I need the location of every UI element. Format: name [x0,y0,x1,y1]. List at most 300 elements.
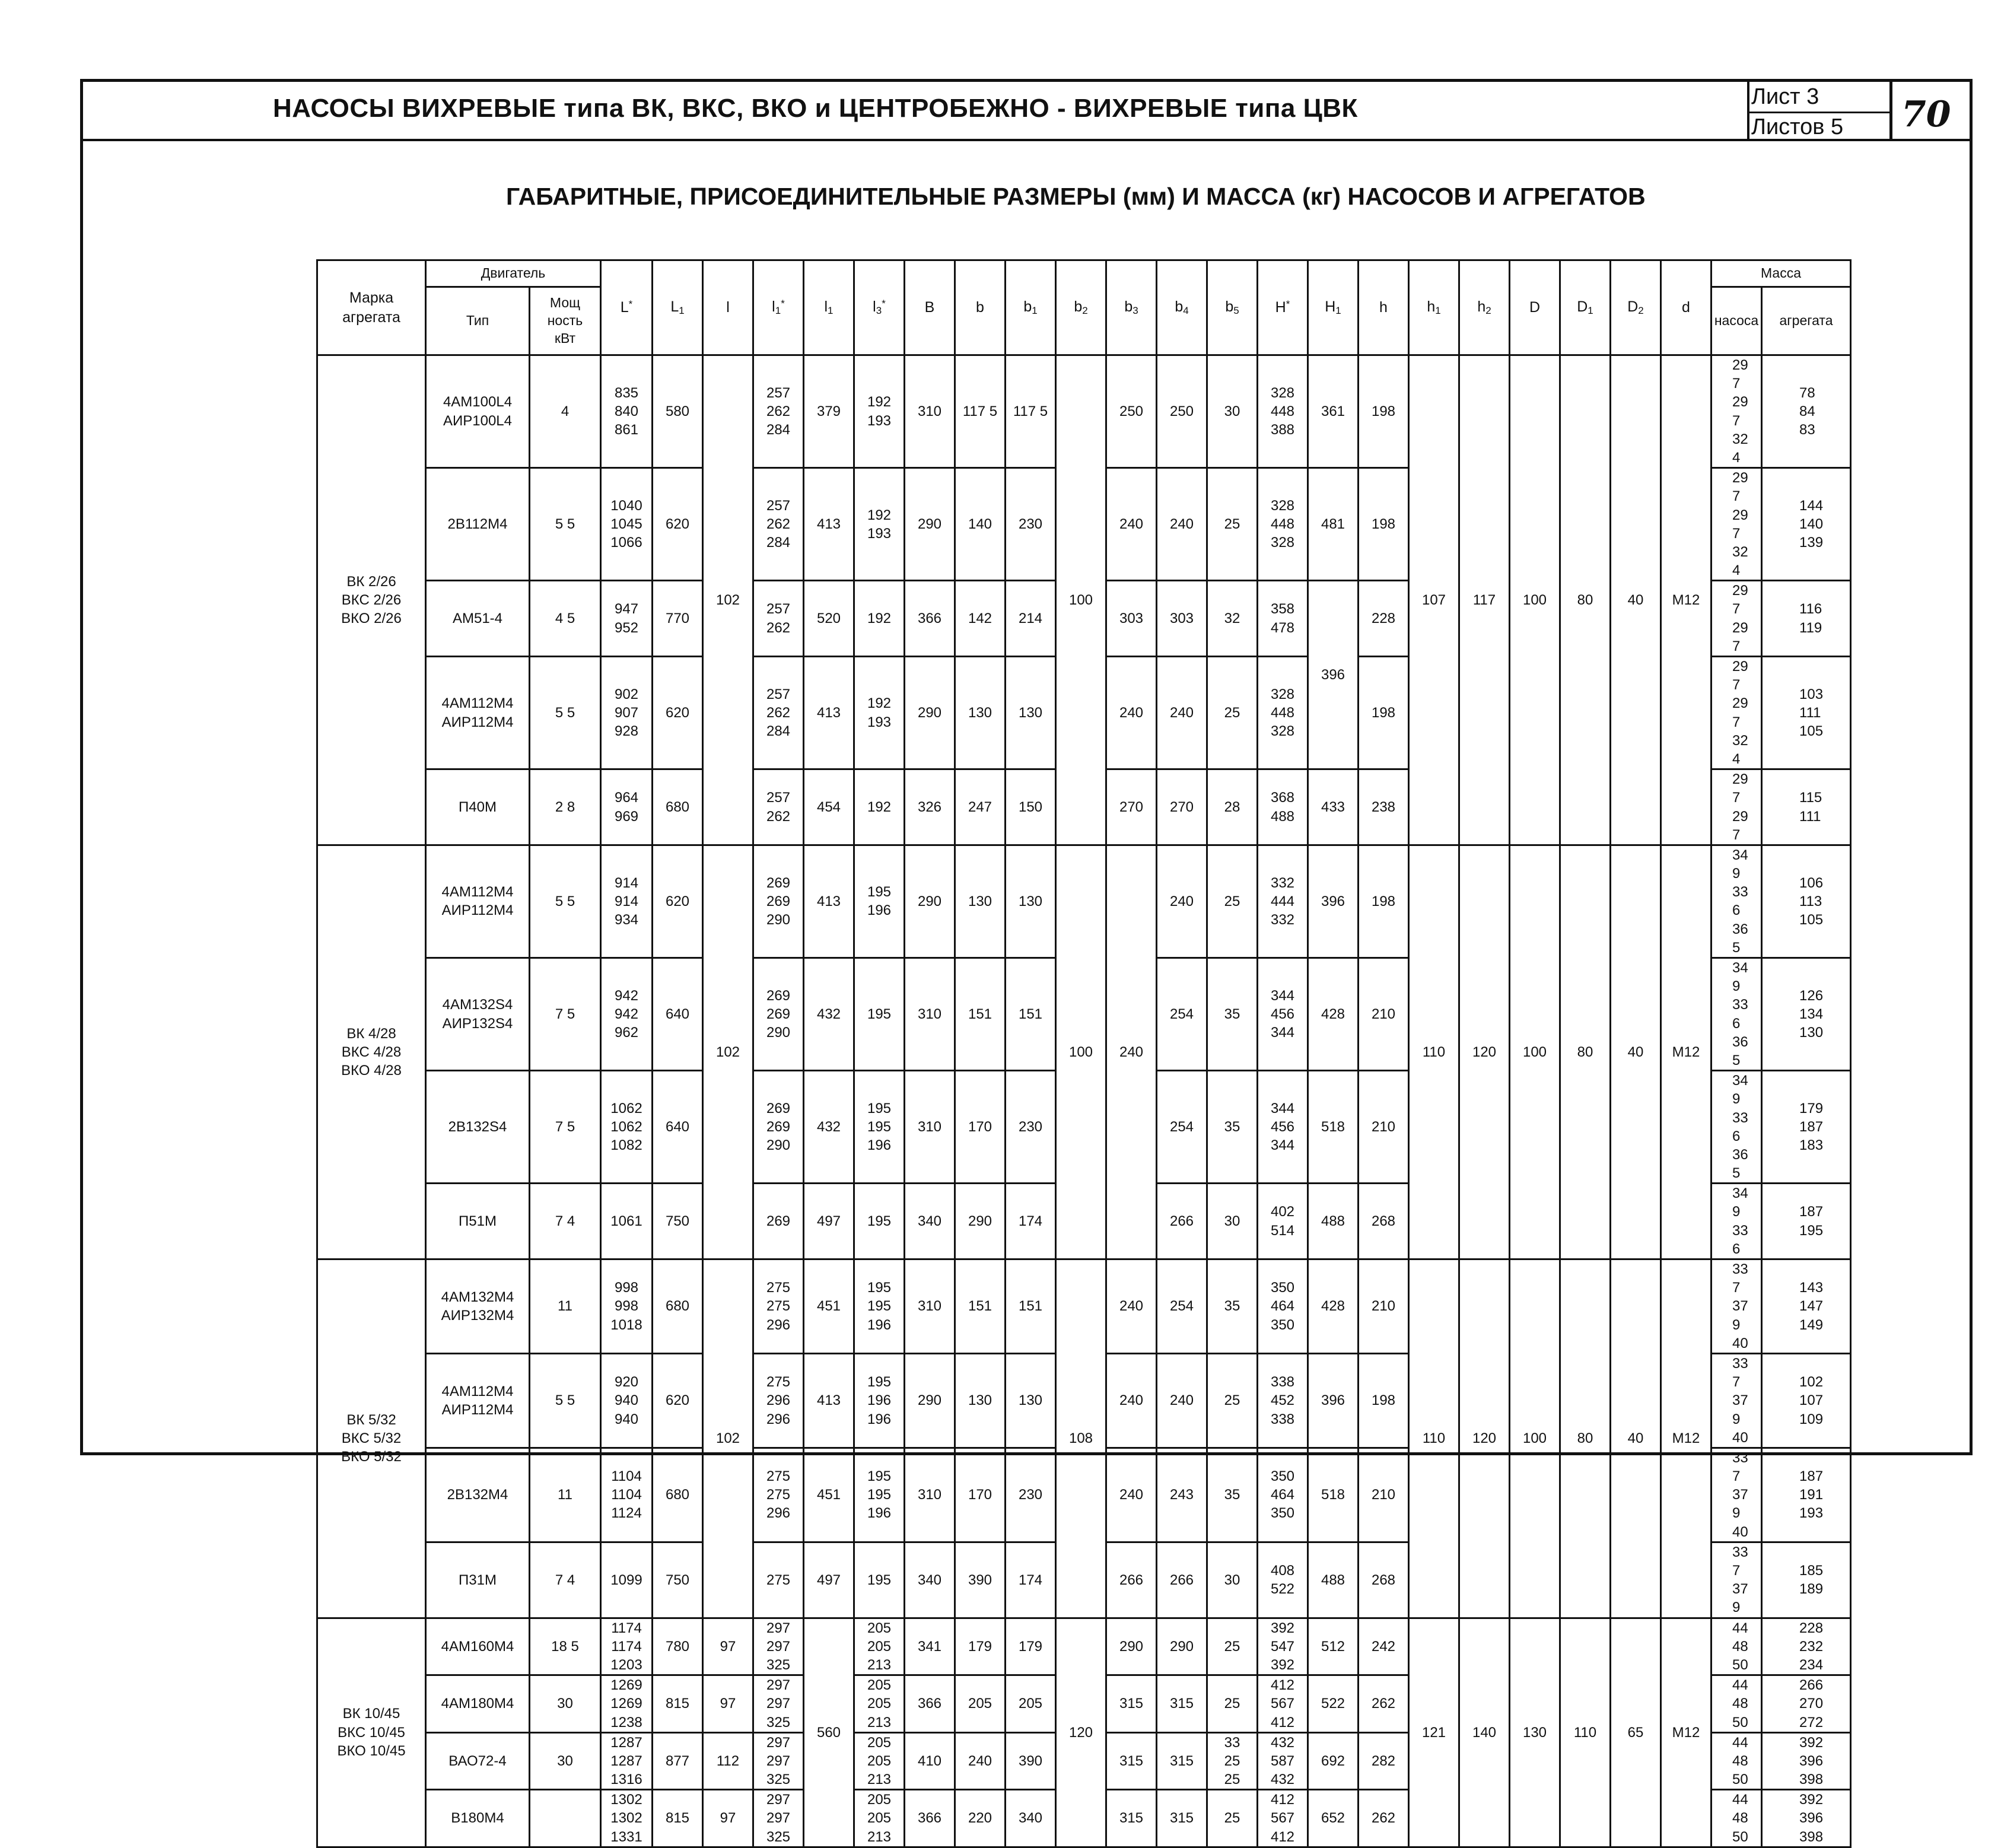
b5-cell: 25 [1207,1353,1258,1448]
l1-cell: 379 [804,355,854,468]
L-cell: 1062 1062 1082 [601,1071,653,1184]
massa-nasosa-cell: 34 9 33 6 36 5 [1711,1071,1762,1184]
L1-cell: 750 [653,1184,703,1259]
H-cell: 328 448 388 [1258,355,1308,468]
b-cell: 240 [955,1732,1006,1790]
h1-cell: 110 [1409,845,1459,1259]
b1-cell: 130 [1006,845,1056,958]
L-cell: 942 942 962 [601,958,653,1071]
H-cell: 344 456 344 [1258,1071,1308,1184]
b-cell: 290 [955,1184,1006,1259]
b1-cell: 150 [1006,769,1056,845]
B-cell: 340 [905,1184,955,1259]
b3-cell: 240 [1106,468,1157,581]
l3s-cell: 192 [854,769,905,845]
tip-cell: 2В132М4 [426,1448,530,1542]
D1-cell: 80 [1560,1259,1611,1618]
L-cell: 1269 1269 1238 [601,1675,653,1733]
H-cell: 358 478 [1258,581,1308,657]
l3s-cell: 192 193 [854,355,905,468]
massa-agregata-cell: 78 84 83 [1762,355,1851,468]
l1s-cell: 297 297 325 [753,1618,804,1675]
L-cell: 1287 1287 1316 [601,1732,653,1790]
col-b1 [1006,260,1056,355]
D-cell: 100 [1510,845,1560,1259]
l3s-cell: 192 [854,581,905,657]
b1-cell: 179 [1006,1618,1056,1675]
l3s-cell: 205 205 213 [854,1790,905,1847]
b4-cell: 266 [1157,1542,1207,1618]
L-cell: 998 998 1018 [601,1259,653,1354]
col-b3 [1106,260,1157,355]
L1-cell: 750 [653,1542,703,1618]
L-cell: 902 907 928 [601,657,653,769]
b-cell: 247 [955,769,1006,845]
power-cell [530,1790,601,1847]
col-b2 [1056,260,1106,355]
col-H1-label: H [1325,298,1336,316]
B-cell: 310 [905,1071,955,1184]
L1-cell: 877 [653,1732,703,1790]
l3s-cell: 192 193 [854,657,905,769]
H-cell: 412 567 412 [1258,1675,1308,1733]
tip-cell: П31М [426,1542,530,1618]
b2-cell: 100 [1056,355,1106,845]
L-cell: 914 914 934 [601,845,653,958]
b1-cell: 151 [1006,1259,1056,1354]
l1s-cell: 275 296 296 [753,1353,804,1448]
d-cell: M12 [1661,1618,1711,1847]
H1-cell: 361 [1308,355,1359,468]
H1-cell: 652 [1308,1790,1359,1847]
power-cell: 7 4 [530,1184,601,1259]
col-b4-sub: 4 [1183,305,1189,317]
h-cell: 210 [1359,958,1409,1071]
b3-cell: 240 [1106,1448,1157,1542]
col-massa-nasosa: насоса [1711,287,1762,355]
tip-cell: 4АМ112М4 АИР112М4 [426,1353,530,1448]
b1-cell: 174 [1006,1184,1056,1259]
b3-cell: 240 [1106,1259,1157,1354]
power-cell: 5 5 [530,657,601,769]
b5-cell: 25 [1207,1790,1258,1847]
b4-cell: 315 [1157,1675,1207,1733]
H1-cell: 518 [1308,1071,1359,1184]
L-cell: 1174 1174 1203 [601,1618,653,1675]
H1-cell: 692 [1308,1732,1359,1790]
b1-cell: 130 [1006,657,1056,769]
power-cell: 11 [530,1259,601,1354]
B-cell: 366 [905,1790,955,1847]
H1-cell: 396 [1308,845,1359,958]
H-cell: 408 522 [1258,1542,1308,1618]
l3s-cell: 195 [854,1184,905,1259]
h-cell: 242 [1359,1618,1409,1675]
table-row [317,1618,1953,1675]
h-cell: 198 [1359,845,1409,958]
l3s-cell: 192 193 [854,468,905,581]
D1-cell: 110 [1560,1618,1611,1847]
l1-cell: 497 [804,1184,854,1259]
H-cell: 338 452 338 [1258,1353,1308,1448]
H-cell: 350 464 350 [1258,1448,1308,1542]
col-l3-star [854,260,905,355]
b5-cell: 25 [1207,1675,1258,1733]
H1-cell: 428 [1308,958,1359,1071]
col-b5-label: b [1225,298,1234,316]
h2-cell: 120 [1459,1259,1510,1618]
H-cell: 402 514 [1258,1184,1308,1259]
l3s-cell: 195 195 196 [854,1259,905,1354]
massa-agregata-cell: 392 396 398 [1762,1732,1851,1790]
marka-cell: ВК 2/26 ВКС 2/26 ВКО 2/26 [317,355,426,845]
col-H [1258,260,1308,355]
l1-cell: 497 [804,1542,854,1618]
l1s-cell: 269 269 290 [753,958,804,1071]
l1-cell: 520 [804,581,854,657]
l-cell: 102 [703,1259,753,1618]
l1s-cell: 257 262 [753,581,804,657]
massa-nasosa-cell: 33 7 37 9 40 [1711,1448,1762,1542]
tip-cell: ВАО72-4 [426,1732,530,1790]
l3s-cell: 195 [854,1542,905,1618]
b2-cell: 120 [1056,1618,1106,1847]
l1-cell: 432 [804,1071,854,1184]
massa-nasosa-cell: 33 7 37 9 [1711,1542,1762,1618]
massa-nasosa-cell: 29 7 29 7 [1711,769,1762,845]
h1-cell: 121 [1409,1618,1459,1847]
H-cell: 392 547 392 [1258,1618,1308,1675]
l1s-cell: 257 262 [753,769,804,845]
col-D1-sub: 1 [1588,305,1593,317]
B-cell: 366 [905,581,955,657]
b-cell: 117 5 [955,355,1006,468]
b4-cell: 240 [1157,1353,1207,1448]
D1-cell: 80 [1560,845,1611,1259]
b3-cell: 303 [1106,581,1157,657]
B-cell: 326 [905,769,955,845]
page-title: НАСОСЫ ВИХРЕВЫЕ типа ВК, ВКС, ВКО и ЦЕНТРОБЕЖНО - ВИХРЕВЫЕ типа ЦВК [273,94,1358,123]
table-subtitle: ГАБАРИТНЫЕ, ПРИСОЕДИНИТЕЛЬНЫЕ РАЗМЕРЫ (мм) И МАССА (кг) НАСОСОВ И АГРЕГАТОВ [506,183,1646,210]
massa-nasosa-cell: 29 7 29 7 32 4 [1711,355,1762,468]
col-marka: Марка агрегата [317,260,426,355]
tip-cell: АМ51-4 [426,581,530,657]
l1s-cell: 269 269 290 [753,1071,804,1184]
col-l1-sub: 1 [828,305,834,317]
massa-agregata-cell: 179 187 183 [1762,1071,1851,1184]
l-cell: 97 [703,1675,753,1733]
col-b5-sub: 5 [1233,305,1239,317]
dimensions-table [316,259,1954,1848]
l-cell: 112 [703,1732,753,1790]
massa-agregata-cell: 103 111 105 [1762,657,1851,769]
L1-cell: 580 [653,355,703,468]
b1-cell: 340 [1006,1790,1056,1847]
H-cell: 368 488 [1258,769,1308,845]
col-D: D [1510,260,1560,355]
b1-cell: 390 [1006,1732,1056,1790]
L1-cell: 680 [653,1448,703,1542]
tip-cell: 4АМ112М4 АИР112М4 [426,845,530,958]
h-cell: 262 [1359,1675,1409,1733]
col-l1 [804,260,854,355]
col-l1-star-sub: 1 [775,305,781,317]
b-cell: 151 [955,1259,1006,1354]
b-cell: 142 [955,581,1006,657]
l3s-cell: 195 196 196 [854,1353,905,1448]
l1-cell: 413 [804,1353,854,1448]
b1-cell: 230 [1006,1448,1056,1542]
L-cell: 835 840 861 [601,355,653,468]
b-cell: 140 [955,468,1006,581]
l1-cell: 451 [804,1448,854,1542]
b4-cell: 303 [1157,581,1207,657]
H-cell: 328 448 328 [1258,657,1308,769]
B-cell: 290 [905,657,955,769]
b1-cell: 214 [1006,581,1056,657]
l1-cell: 413 [804,468,854,581]
b3-cell: 240 [1106,657,1157,769]
L1-cell: 815 [653,1790,703,1847]
D-cell: 130 [1510,1618,1560,1847]
col-h2-sub: 2 [1485,305,1491,317]
L1-cell: 620 [653,1353,703,1448]
h-cell: 228 [1359,581,1409,657]
L1-cell: 680 [653,769,703,845]
B-cell: 290 [905,1353,955,1448]
massa-nasosa-cell: 34 9 33 6 36 5 [1711,958,1762,1071]
H1-cell: 488 [1308,1184,1359,1259]
b-cell: 220 [955,1790,1006,1847]
D2-cell: 65 [1611,1618,1661,1847]
B-cell: 310 [905,355,955,468]
col-h2-label: h [1477,298,1486,316]
col-b: b [955,260,1006,355]
col-b2-sub: 2 [1082,305,1088,317]
b1-cell: 205 [1006,1675,1056,1733]
b4-cell: 240 [1157,845,1207,958]
power-cell: 30 [530,1675,601,1733]
b4-cell: 315 [1157,1732,1207,1790]
col-b2-label: b [1074,298,1083,316]
tip-cell: 4АМ180М4 [426,1675,530,1733]
l3s-cell: 205 205 213 [854,1618,905,1675]
l1-cell: 451 [804,1259,854,1354]
l-cell: 102 [703,845,753,1259]
massa-nasosa-cell: 33 7 37 9 40 [1711,1353,1762,1448]
power-cell: 11 [530,1448,601,1542]
H-cell: 328 448 328 [1258,468,1308,581]
marka-cell: ВК 4/28 ВКС 4/28 ВКО 4/28 [317,845,426,1259]
sheet-label: Лист 3 [1751,84,1819,109]
h2-cell: 120 [1459,845,1510,1259]
b4-cell: 254 [1157,1071,1207,1184]
b5-cell: 35 [1207,1071,1258,1184]
l-cell: 102 [703,355,753,845]
col-b1-label: b [1023,298,1032,316]
H1-cell: 433 [1308,769,1359,845]
power-cell: 5 5 [530,468,601,581]
col-l3-star-star: * [882,298,886,310]
tip-cell: 4АМ132М4 АИР132М4 [426,1259,530,1354]
massa-agregata-cell: 102 107 109 [1762,1353,1851,1448]
b5-cell: 25 [1207,657,1258,769]
b4-cell: 315 [1157,1790,1207,1847]
l3s-cell: 195 196 [854,845,905,958]
b1-cell: 130 [1006,1353,1056,1448]
h-cell: 238 [1359,769,1409,845]
col-D2-sub: 2 [1638,305,1644,317]
B-cell: 310 [905,1259,955,1354]
col-L1-label: L [670,298,679,316]
b4-cell: 240 [1157,468,1207,581]
l1s-cell: 297 297 325 [753,1790,804,1847]
table-row [317,355,1953,468]
col-h1-label: h [1427,298,1436,316]
D-cell: 100 [1510,355,1560,845]
massa-agregata-cell: 392 396 398 [1762,1790,1851,1847]
l-cell: 97 [703,1790,753,1847]
l1s-cell: 297 297 325 [753,1732,804,1790]
b1-cell: 174 [1006,1542,1056,1618]
B-cell: 340 [905,1542,955,1618]
h-cell: 198 [1359,468,1409,581]
col-l3-star-label: l [873,298,876,316]
table-row [317,845,1953,958]
massa-agregata-cell: 228 232 234 [1762,1618,1851,1675]
b5-cell: 35 [1207,1448,1258,1542]
power-cell: 18 5 [530,1618,601,1675]
l1s-cell: 275 275 296 [753,1448,804,1542]
l1s-cell: 297 297 325 [753,1675,804,1733]
col-l1-star-label: l [772,298,775,316]
sheets-label: Листов 5 [1751,114,1844,139]
col-h1-sub: 1 [1435,305,1441,317]
b-cell: 130 [955,1353,1006,1448]
b5-cell: 28 [1207,769,1258,845]
L1-cell: 640 [653,1071,703,1184]
tip-cell: 4АМ100L4 АИР100L4 [426,355,530,468]
l3s-cell: 195 195 196 [854,1071,905,1184]
h1-cell: 110 [1409,1259,1459,1618]
B-cell: 310 [905,958,955,1071]
h-cell: 210 [1359,1259,1409,1354]
d-cell: M12 [1661,1259,1711,1618]
massa-agregata-cell: 106 113 105 [1762,845,1851,958]
l3s-cell: 195 195 196 [854,1448,905,1542]
col-massa-agregata: агрегата [1762,287,1851,355]
l1s-cell: 257 262 284 [753,355,804,468]
col-b1-sub: 1 [1032,305,1038,317]
L-cell: 964 969 [601,769,653,845]
b3-cell: 266 [1106,1542,1157,1618]
h-cell: 210 [1359,1448,1409,1542]
H1-cell: 396 [1308,581,1359,769]
H-cell: 344 456 344 [1258,958,1308,1071]
h-cell: 198 [1359,1353,1409,1448]
b4-cell: 290 [1157,1618,1207,1675]
b3-cell: 290 [1106,1618,1157,1675]
l1-cell: 432 [804,958,854,1071]
h-cell: 268 [1359,1542,1409,1618]
massa-nasosa-cell: 44 48 50 [1711,1790,1762,1847]
b1-cell: 230 [1006,1071,1056,1184]
l1-cell: 413 [804,657,854,769]
col-D1-label: D [1577,298,1588,316]
b5-cell: 25 [1207,468,1258,581]
b-cell: 151 [955,958,1006,1071]
L-cell: 1104 1104 1124 [601,1448,653,1542]
col-l1-label: l [824,298,828,316]
H-cell: 412 567 412 [1258,1790,1308,1847]
h2-cell: 117 [1459,355,1510,845]
tip-cell: 2В112М4 [426,468,530,581]
col-H-label: H [1275,299,1286,316]
b3-cell: 240 [1106,845,1157,1259]
dimensions-table-wrap [316,259,1934,1845]
b5-cell: 35 [1207,958,1258,1071]
tip-cell: П51М [426,1184,530,1259]
tip-cell: В180М4 [426,1790,530,1847]
b3-cell: 315 [1106,1732,1157,1790]
massa-agregata-cell: 266 270 272 [1762,1675,1851,1733]
col-H1 [1308,260,1359,355]
d-cell: M12 [1661,845,1711,1259]
col-d: d [1661,260,1711,355]
col-tip: Тип [426,287,530,355]
col-B: B [905,260,955,355]
b-cell: 130 [955,657,1006,769]
l3s-cell: 205 205 213 [854,1675,905,1733]
col-H-star: * [1286,298,1290,310]
b2-cell: 108 [1056,1259,1106,1618]
b5-cell: 30 [1207,1542,1258,1618]
L-cell: 947 952 [601,581,653,657]
col-h2 [1459,260,1510,355]
massa-nasosa-cell: 34 9 33 6 36 5 [1711,845,1762,958]
b4-cell: 243 [1157,1448,1207,1542]
table-body [317,355,1953,1847]
b5-cell: 35 [1207,1259,1258,1354]
l1s-cell: 275 [753,1542,804,1618]
b-cell: 390 [955,1542,1006,1618]
massa-nasosa-cell: 29 7 29 7 [1711,581,1762,657]
massa-agregata-cell: 185 189 [1762,1542,1851,1618]
H-cell: 350 464 350 [1258,1259,1308,1354]
b3-cell: 240 [1106,1353,1157,1448]
b1-cell: 117 5 [1006,355,1056,468]
b5-cell: 32 [1207,581,1258,657]
l1-cell: 560 [804,1618,854,1847]
col-D2 [1611,260,1661,355]
B-cell: 290 [905,845,955,958]
H1-cell: 512 [1308,1618,1359,1675]
massa-nasosa-cell: 44 48 50 [1711,1618,1762,1675]
b2-cell: 100 [1056,845,1106,1259]
b4-cell: 270 [1157,769,1207,845]
l1s-cell: 257 262 284 [753,657,804,769]
massa-agregata-cell: 187 195 [1762,1184,1851,1259]
massa-nasosa-cell: 44 48 50 [1711,1675,1762,1733]
H-cell: 332 444 332 [1258,845,1308,958]
B-cell: 341 [905,1618,955,1675]
table-row [317,1259,1953,1354]
sheet-divider [1747,112,1889,113]
l3s-cell: 205 205 213 [854,1732,905,1790]
l1s-cell: 269 [753,1184,804,1259]
l3s-cell: 195 [854,958,905,1071]
col-l1-star-star: * [781,298,785,310]
